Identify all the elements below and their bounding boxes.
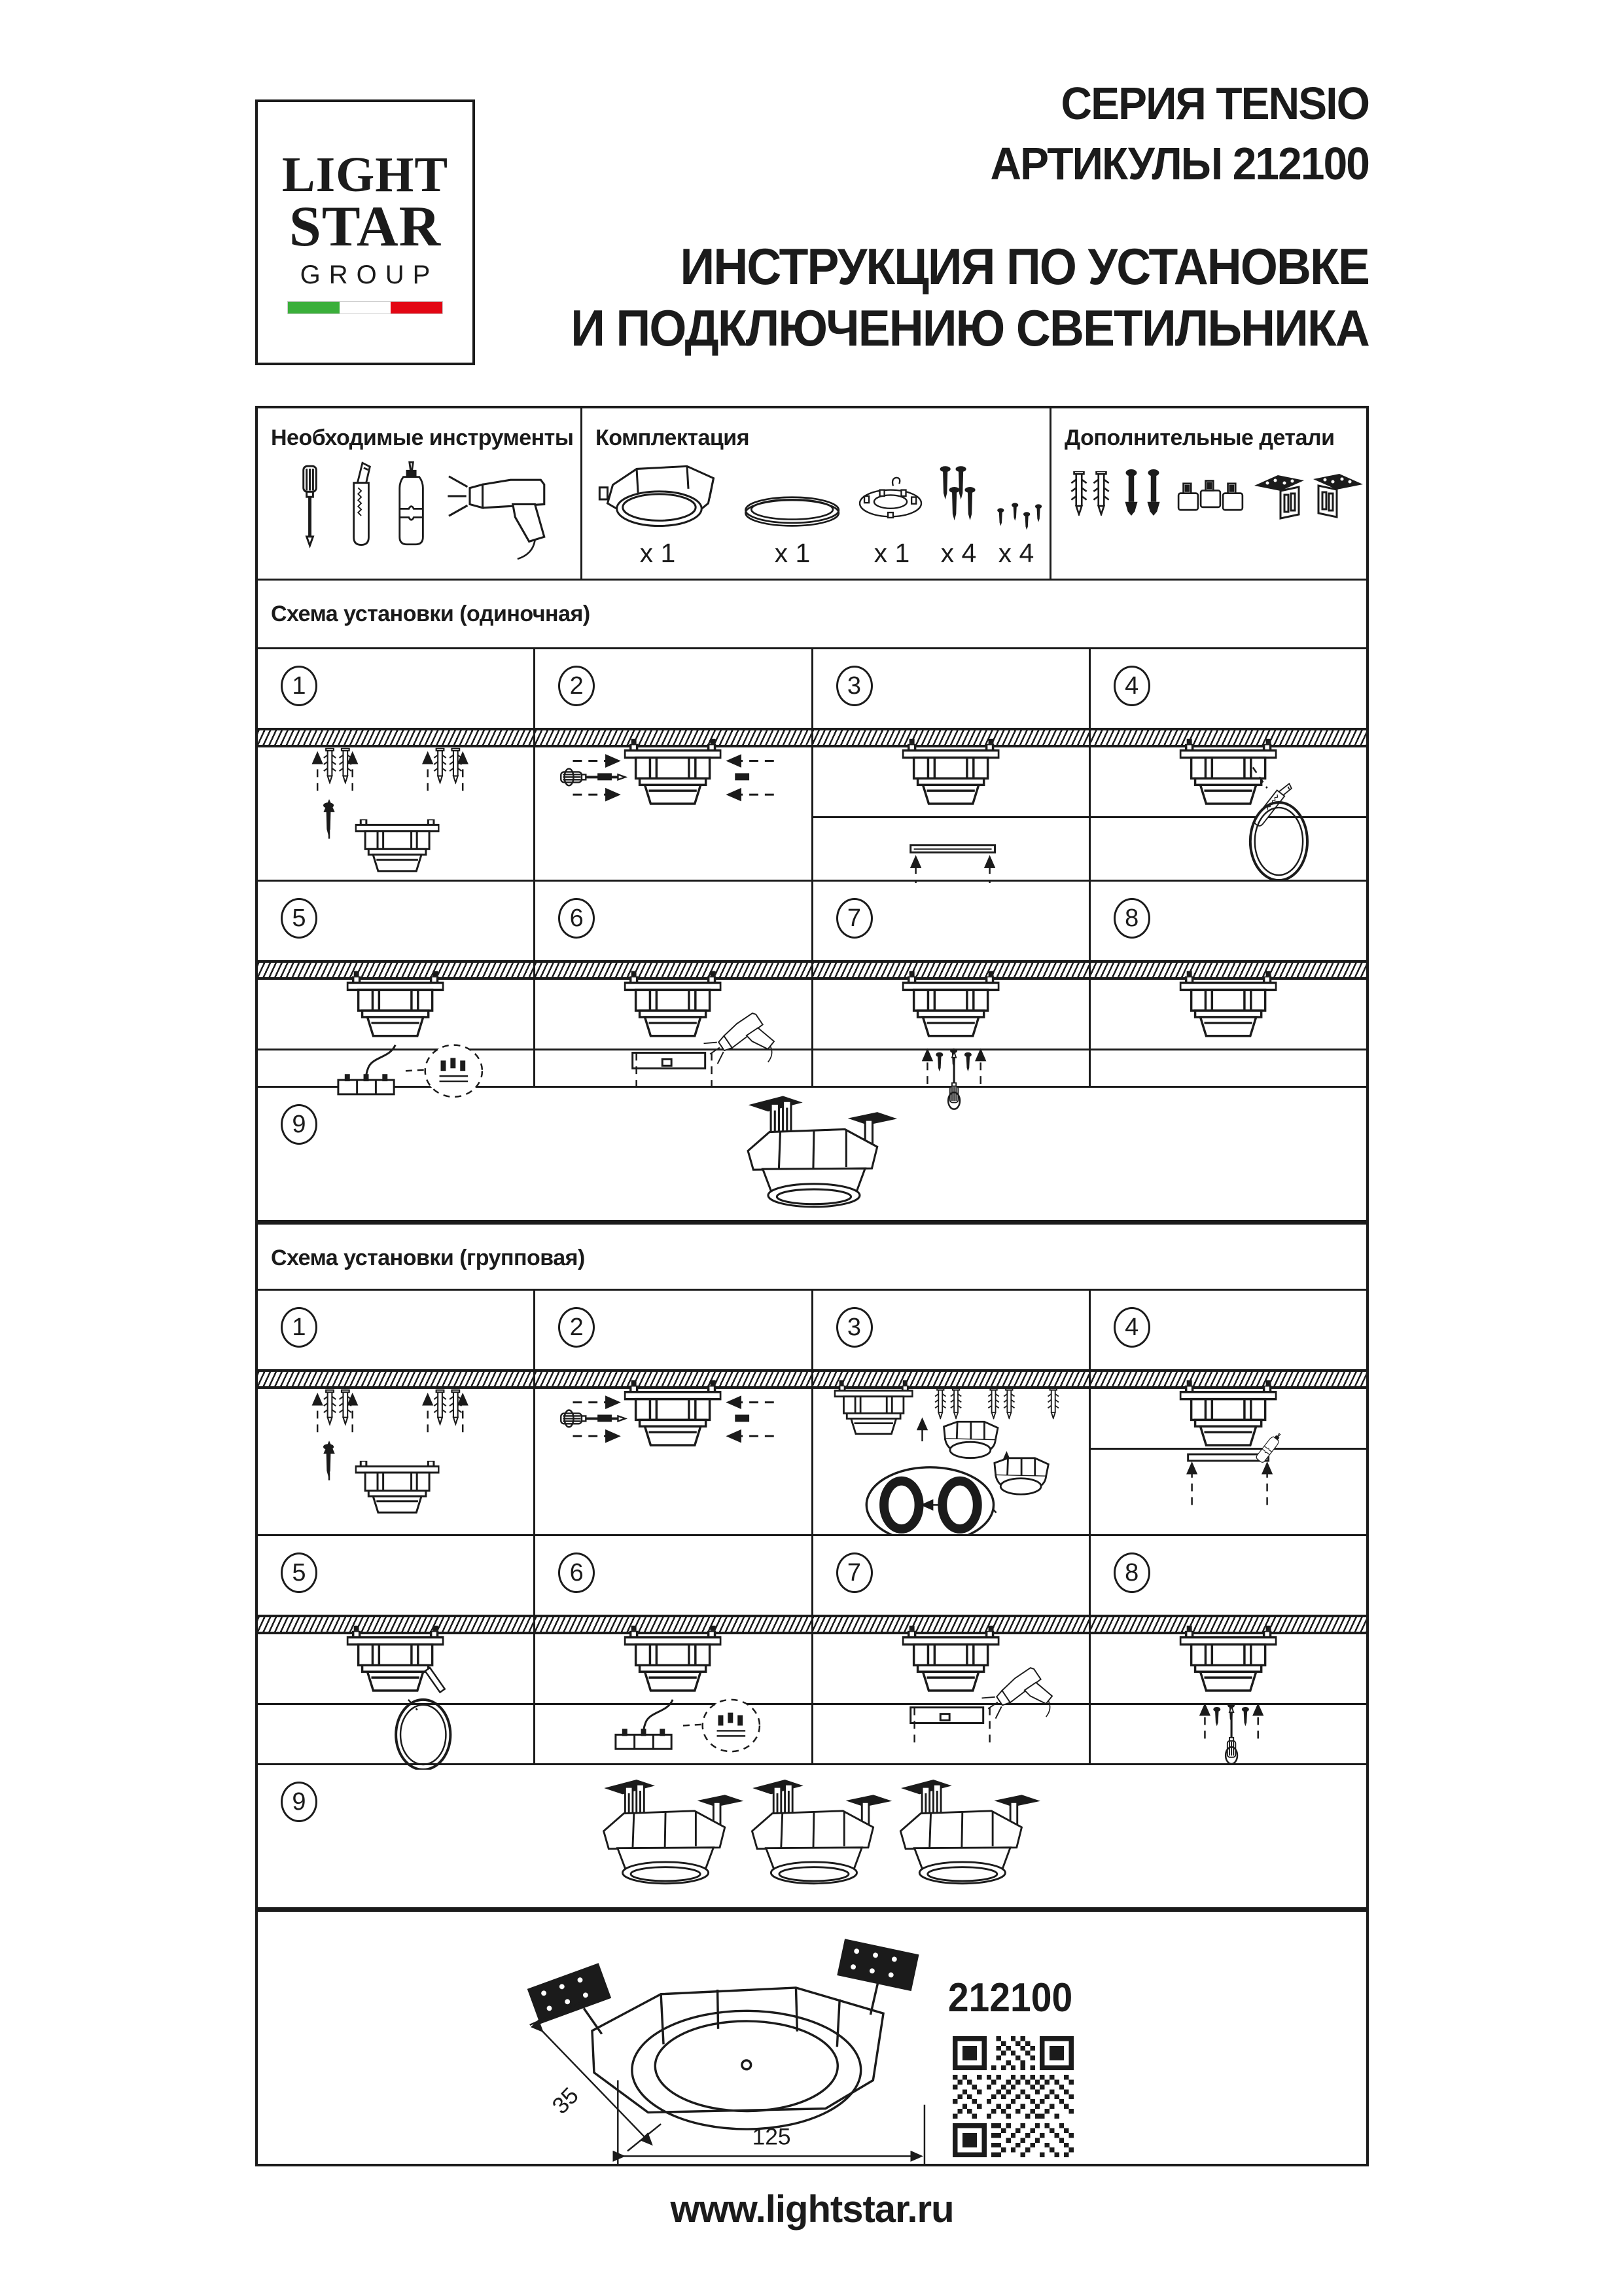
screwdriver-icon bbox=[304, 466, 317, 545]
step-number: 4 bbox=[1114, 666, 1150, 706]
extras-cell bbox=[1051, 408, 1366, 579]
step-number: 2 bbox=[558, 1307, 595, 1348]
group-step-2 bbox=[535, 1291, 813, 1534]
step-number: 6 bbox=[558, 898, 595, 939]
group-step-4 bbox=[1091, 1291, 1366, 1534]
single-step-2 bbox=[535, 649, 813, 880]
step-number: 5 bbox=[281, 898, 317, 939]
single-step-7 bbox=[813, 882, 1091, 1086]
kit-qty-fixing-ring: x 1 bbox=[874, 538, 910, 568]
step-number: 7 bbox=[836, 1552, 873, 1593]
tools-icons bbox=[258, 408, 580, 579]
step-number: 7 bbox=[836, 898, 873, 939]
instruction-title-line1: ИНСТРУКЦИЯ ПО УСТАНОВКЕ bbox=[680, 238, 1369, 295]
step-number: 9 bbox=[281, 1104, 317, 1145]
extras-icons bbox=[1051, 408, 1366, 579]
angle-bracket-icon bbox=[1254, 475, 1304, 518]
single-section-row bbox=[258, 579, 1366, 647]
group-section-label: Схема установки (групповая) bbox=[271, 1246, 585, 1270]
logo-light-text: LIGHT bbox=[281, 147, 449, 202]
kit-qty-long-screws: x 4 bbox=[940, 538, 977, 568]
instruction-title-line2: И ПОДКЛЮЧЕНИЮ СВЕТИЛЬНИКА bbox=[571, 299, 1369, 357]
group-step-3 bbox=[813, 1291, 1091, 1534]
mounting-frame-icon bbox=[599, 466, 713, 526]
assembled-fixture-diagram bbox=[258, 1088, 1366, 1220]
utility-knife-icon bbox=[354, 463, 370, 545]
kit-header: Комплектация bbox=[595, 425, 750, 450]
single-step-8 bbox=[1091, 882, 1366, 1086]
long-screws-icon bbox=[940, 466, 976, 520]
step-number: 3 bbox=[836, 1307, 873, 1348]
series-title: СЕРИЯ TENSIO bbox=[1061, 78, 1369, 129]
group-steps-1-4 bbox=[258, 1289, 1366, 1534]
step-number: 1 bbox=[281, 666, 317, 706]
extras-header: Дополнительные детали bbox=[1065, 425, 1335, 450]
step-number: 3 bbox=[836, 666, 873, 706]
logo-group-text: GROUP bbox=[300, 260, 439, 289]
document-titles bbox=[513, 73, 1369, 359]
short-screws-icon bbox=[997, 503, 1042, 529]
step-number: 6 bbox=[558, 1552, 595, 1593]
dowel-icon bbox=[1071, 471, 1086, 514]
website-url: www.lightstar.ru bbox=[670, 2188, 954, 2231]
step-number: 8 bbox=[1114, 1552, 1150, 1593]
step-number: 4 bbox=[1114, 1307, 1150, 1348]
anchor-screw-icon bbox=[1125, 469, 1137, 516]
step-number: 8 bbox=[1114, 898, 1150, 939]
single-steps-1-4 bbox=[258, 647, 1366, 880]
glue-bottle-icon bbox=[400, 462, 423, 545]
lightstar-logo bbox=[255, 99, 475, 365]
single-steps-5-8 bbox=[258, 880, 1366, 1086]
single-step-4 bbox=[1091, 649, 1366, 880]
dim-125 bbox=[618, 2080, 925, 2164]
single-section-label: Схема установки (одиночная) bbox=[271, 601, 590, 626]
step-number: 5 bbox=[281, 1552, 317, 1593]
group-step-9-row bbox=[258, 1763, 1366, 1907]
step-number: 2 bbox=[558, 666, 595, 706]
fixing-ring-icon bbox=[860, 478, 921, 518]
kit-qty-frame: x 1 bbox=[639, 538, 676, 568]
group-step-7 bbox=[813, 1536, 1091, 1763]
single-step-5 bbox=[258, 882, 535, 1086]
heat-gun-icon bbox=[448, 476, 544, 559]
dim-125-label: 125 bbox=[752, 2124, 791, 2150]
angle-bracket-icon bbox=[1313, 474, 1363, 517]
kit-icons bbox=[582, 408, 1050, 579]
terminal-block-icon bbox=[1178, 481, 1243, 511]
group-step-8 bbox=[1091, 1536, 1366, 1763]
product-row bbox=[258, 1907, 1366, 2169]
group-step-1 bbox=[258, 1291, 535, 1534]
kit-qty-short-screws: x 4 bbox=[998, 538, 1034, 568]
tools-header: Необходимые инструменты bbox=[271, 425, 574, 450]
product-dimension-drawing bbox=[258, 1912, 1366, 2169]
assembled-group-diagram bbox=[258, 1765, 1366, 1907]
italian-flag-icon bbox=[287, 301, 443, 314]
step-number: 1 bbox=[281, 1307, 317, 1348]
kit-qty-ring: x 1 bbox=[774, 538, 811, 568]
step-number: 9 bbox=[281, 1782, 317, 1822]
single-step-3 bbox=[813, 649, 1091, 880]
instruction-table bbox=[255, 406, 1369, 2166]
group-step-5 bbox=[258, 1536, 535, 1763]
single-step-6 bbox=[535, 882, 813, 1086]
tools-cell bbox=[258, 408, 582, 579]
anchor-screw-icon bbox=[1147, 469, 1159, 516]
single-step-9-row bbox=[258, 1086, 1366, 1220]
parts-row bbox=[258, 408, 1366, 579]
group-section-row bbox=[258, 1220, 1366, 1289]
group-step-6 bbox=[535, 1536, 813, 1763]
dim-35-label: 35 bbox=[547, 2083, 584, 2119]
kit-cell bbox=[582, 408, 1051, 579]
decor-ring-icon bbox=[745, 497, 838, 526]
article-number: 212100 bbox=[947, 1975, 1073, 2020]
dowel-icon bbox=[1093, 471, 1108, 514]
group-steps-5-8 bbox=[258, 1534, 1366, 1763]
frame-isometric bbox=[584, 1981, 883, 2129]
logo-star-text: STAR bbox=[289, 195, 442, 259]
articles-title: АРТИКУЛЫ 212100 bbox=[990, 138, 1369, 189]
single-step-1 bbox=[258, 649, 535, 880]
